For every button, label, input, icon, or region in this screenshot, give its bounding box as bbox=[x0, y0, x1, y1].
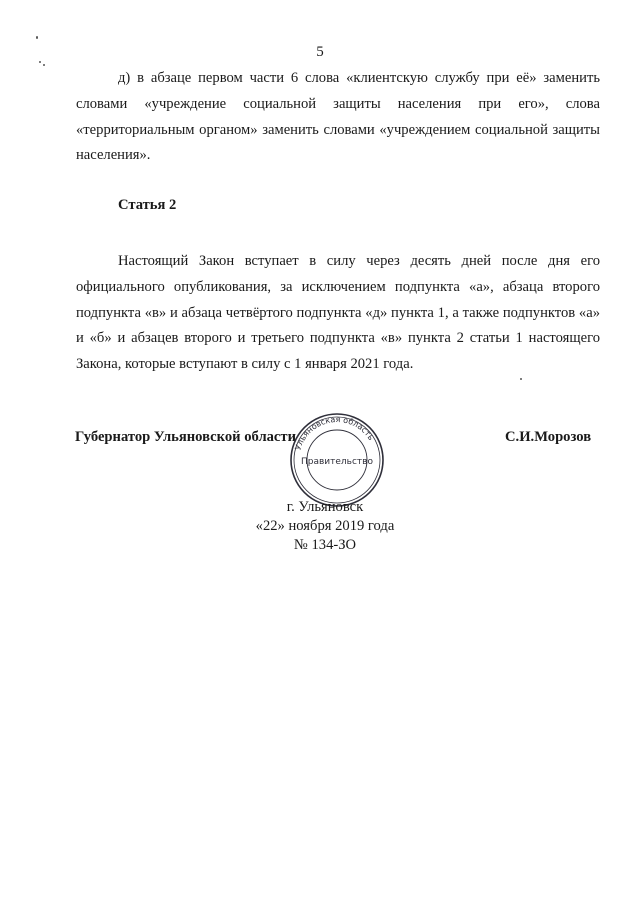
scan-speck bbox=[39, 61, 41, 63]
article-paragraph bbox=[76, 249, 600, 378]
law-number: № 134-ЗО bbox=[293, 537, 357, 553]
paragraph-d bbox=[76, 66, 600, 169]
scan-speck bbox=[36, 36, 38, 39]
date: «22» ноября 2019 года bbox=[255, 518, 395, 534]
place: г. Ульяновск bbox=[286, 499, 364, 515]
signature-position: Губернатор Ульяновской области bbox=[75, 429, 296, 445]
article-paragraph-text: Настоящий Закон вступает в силу через десять дней после дня его официального опубликования, за исключением подпункта «а», абзаца второго подпункта «в» и абзаца четвёртого подпункта «д» пункта 1, а также подпунктов «а» и «б» и абзацев второго и третьего подпункта «в» пункта 2 статьи 1 настоящего Закона, которые вступают в силу с 1 января 2021 года. bbox=[76, 253, 600, 373]
seal-center-text: Правительство bbox=[301, 457, 373, 467]
scan-speck bbox=[520, 378, 522, 380]
signature-name: С.И.Морозов bbox=[505, 429, 592, 445]
place-date-block bbox=[230, 498, 420, 555]
scan-speck bbox=[43, 64, 45, 66]
seal-ring-text: Ульяновская область bbox=[293, 414, 376, 452]
paragraph-d-text: д) в абзаце первом части 6 слова «клиентскую службу при её» заменить словами «учреждение социальной защиты населения при его», слова «территориальным органом» заменить словами «учреждением социальной защиты населения». bbox=[76, 70, 600, 164]
page-number: 5 bbox=[316, 44, 324, 60]
article-heading: Статья 2 bbox=[118, 197, 177, 213]
official-seal bbox=[282, 410, 392, 510]
